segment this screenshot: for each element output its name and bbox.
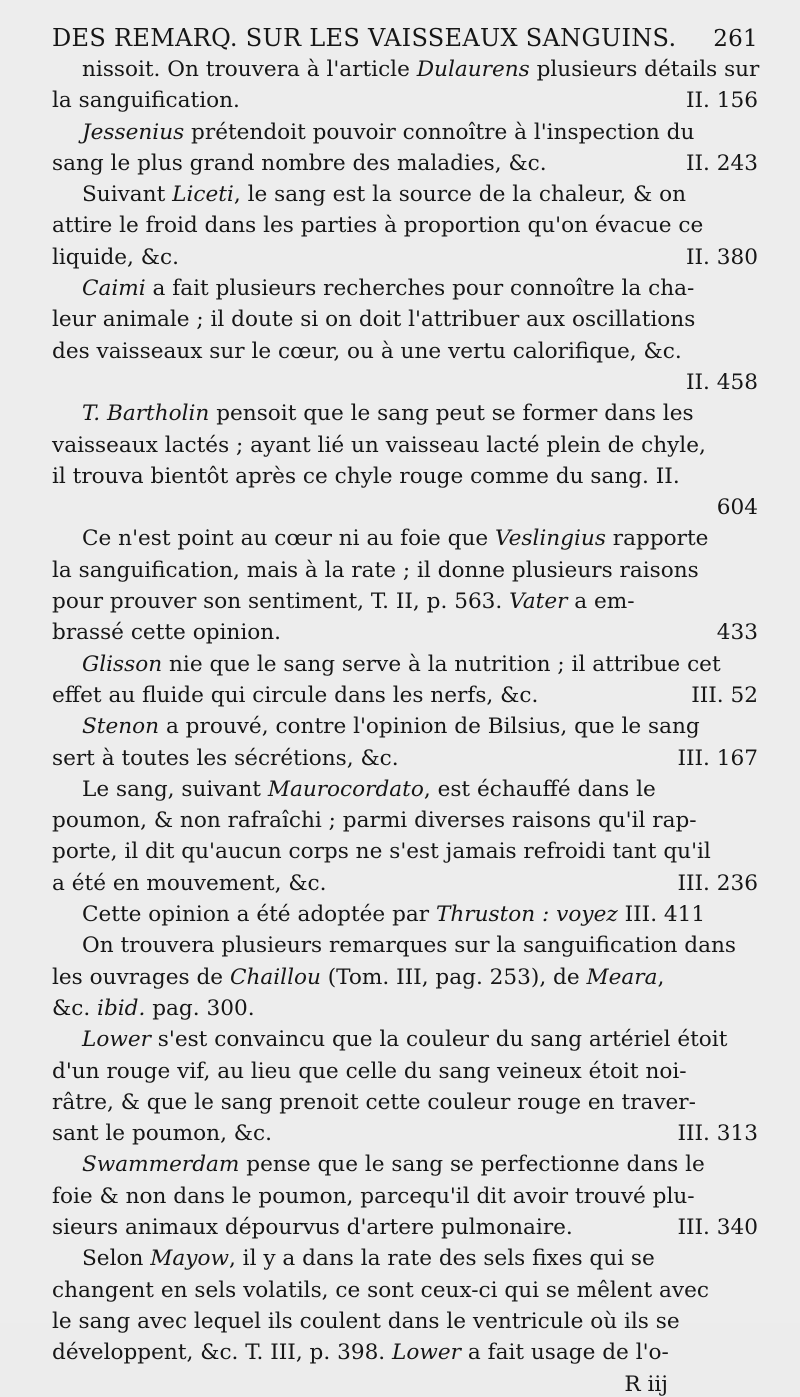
volume-reference: 433 bbox=[716, 620, 758, 646]
text-line bbox=[52, 930, 758, 961]
line-text: nissoit. On trouvera à l'article Dulaurens plusieurs détails sur bbox=[82, 57, 760, 82]
text-line bbox=[52, 1275, 758, 1306]
italic-name: Caimi bbox=[82, 276, 146, 302]
paragraph bbox=[52, 1149, 758, 1243]
paragraph bbox=[52, 711, 758, 774]
line-text: liquide, &c. bbox=[52, 244, 179, 270]
paragraph bbox=[52, 930, 758, 1024]
reference-line bbox=[52, 367, 758, 398]
paragraph bbox=[52, 649, 758, 712]
volume-reference: II. 380 bbox=[685, 244, 758, 270]
volume-reference: II. 156 bbox=[685, 88, 758, 114]
paragraph bbox=[52, 54, 758, 117]
text-line bbox=[52, 993, 758, 1024]
text-line bbox=[52, 1087, 758, 1118]
italic-name: ibid. bbox=[97, 995, 146, 1021]
italic-name: Lower bbox=[82, 1027, 151, 1053]
text-line bbox=[52, 117, 758, 148]
running-header bbox=[52, 24, 758, 52]
paragraph bbox=[52, 899, 758, 930]
text-line bbox=[52, 617, 758, 648]
line-text: a été en mouvement, &c. bbox=[52, 870, 327, 896]
volume-reference: II. 243 bbox=[685, 150, 758, 176]
paragraph bbox=[52, 523, 758, 648]
line-text: développent, &c. T. III, p. 398. Lower a fait usage de l'o- bbox=[52, 1340, 669, 1366]
line-text: d'un rouge vif, au lieu que celle du sang veineux étoit noi- bbox=[52, 1058, 687, 1084]
line-text: sert à toutes les sécrétions, &c. bbox=[52, 745, 399, 771]
line-text: Glisson nie que le sang serve à la nutrition ; il attribue cet bbox=[82, 651, 721, 677]
text-line bbox=[52, 304, 758, 335]
text-line bbox=[52, 461, 758, 492]
text-line bbox=[52, 1337, 758, 1368]
line-text: Caimi a fait plusieurs recherches pour connoître la cha- bbox=[82, 276, 695, 302]
line-text: brassé cette opinion. bbox=[52, 620, 282, 646]
text-line bbox=[52, 868, 758, 899]
italic-name: Meara bbox=[586, 964, 658, 990]
line-text: Suivant Liceti, le sang est la source de la chaleur, & on bbox=[82, 182, 687, 208]
text-line bbox=[52, 1118, 758, 1149]
line-text: attire le froid dans les parties à proportion qu'on évacue ce bbox=[52, 213, 704, 239]
text-line bbox=[52, 1212, 758, 1243]
italic-name: Maurocordato bbox=[267, 776, 424, 802]
line-text: Cette opinion a été adoptée par Thruston : voyez III. 411 bbox=[82, 902, 706, 928]
italic-name: Swammerdam bbox=[82, 1152, 240, 1178]
text-line bbox=[52, 774, 758, 805]
italic-name: Lower bbox=[392, 1340, 461, 1366]
italic-name: Veslingius bbox=[495, 526, 606, 552]
line-text: Stenon a prouvé, contre l'opinion de Bilsius, que le sang bbox=[82, 714, 700, 740]
italic-name: T. Bartholin bbox=[82, 401, 210, 427]
volume-reference: III. 340 bbox=[677, 1214, 758, 1240]
line-text: poumon, & non rafraîchi ; parmi diverses raisons qu'il rap- bbox=[52, 808, 697, 834]
italic-name: Vater bbox=[509, 589, 568, 615]
volume-reference: III. 52 bbox=[691, 682, 758, 708]
line-text: effet au fluide qui circule dans les nerfs, &c. bbox=[52, 682, 539, 708]
text-line bbox=[52, 85, 758, 116]
italic-name: Thruston : voyez bbox=[435, 902, 618, 928]
volume-reference: III. 313 bbox=[677, 1121, 758, 1147]
text-line bbox=[52, 523, 758, 554]
text-line bbox=[52, 210, 758, 241]
volume-reference: II. 458 bbox=[685, 369, 758, 395]
text-line bbox=[52, 148, 758, 179]
paragraph bbox=[52, 273, 758, 398]
text-line bbox=[52, 805, 758, 836]
reference-line bbox=[52, 492, 758, 523]
volume-reference: III. 236 bbox=[677, 870, 758, 896]
volume-reference: 604 bbox=[716, 495, 758, 521]
line-text: On trouvera plusieurs remarques sur la sanguification dans bbox=[82, 933, 736, 959]
text-line bbox=[52, 1243, 758, 1274]
paragraph bbox=[52, 117, 758, 180]
line-text: T. Bartholin pensoit que le sang peut se former dans les bbox=[82, 401, 694, 427]
text-line bbox=[52, 836, 758, 867]
volume-reference: III. 167 bbox=[677, 745, 758, 771]
text-line bbox=[52, 899, 758, 930]
line-text: Ce n'est point au cœur ni au foie que Veslingius rapporte bbox=[82, 526, 709, 552]
text-line bbox=[52, 1149, 758, 1180]
line-text: les ouvrages de Chaillou (Tom. III, pag. 253), de Meara, bbox=[52, 964, 665, 990]
text-line bbox=[52, 586, 758, 617]
paragraph bbox=[52, 1243, 758, 1368]
text-line bbox=[52, 430, 758, 461]
text-line bbox=[52, 1056, 758, 1087]
line-text: pour prouver son sentiment, T. II, p. 563. Vater a em- bbox=[52, 589, 635, 615]
body-text bbox=[52, 54, 758, 1368]
italic-name: Dulaurens bbox=[416, 57, 530, 82]
line-text: Selon Mayow, il y a dans la rate des sels fixes qui se bbox=[82, 1246, 655, 1272]
line-text: sant le poumon, &c. bbox=[52, 1121, 272, 1147]
line-text: Swammerdam pense que le sang se perfectionne dans le bbox=[82, 1152, 705, 1178]
page-number: 261 bbox=[713, 26, 758, 52]
text-line bbox=[52, 398, 758, 429]
line-text: vaisseaux lactés ; ayant lié un vaisseau lacté plein de chyle, bbox=[52, 432, 706, 458]
signature-mark: R iij bbox=[624, 1372, 668, 1397]
text-line bbox=[52, 242, 758, 273]
line-text: Lower s'est convaincu que la couleur du sang artériel étoit bbox=[82, 1027, 728, 1053]
paragraph bbox=[52, 1024, 758, 1149]
paragraph bbox=[52, 179, 758, 273]
text-line bbox=[52, 962, 758, 993]
text-line bbox=[52, 711, 758, 742]
line-text: porte, il dit qu'aucun corps ne s'est jamais refroidi tant qu'il bbox=[52, 839, 711, 865]
line-text: râtre, & que le sang prenoit cette couleur rouge en traver- bbox=[52, 1089, 696, 1115]
italic-name: Stenon bbox=[82, 714, 160, 740]
text-line bbox=[52, 179, 758, 210]
text-line bbox=[52, 54, 758, 85]
italic-name: Mayow bbox=[150, 1246, 229, 1272]
text-line bbox=[52, 336, 758, 367]
line-text: la sanguification. bbox=[52, 88, 240, 114]
line-text: Jessenius prétendoit pouvoir connoître à l'inspection du bbox=[82, 119, 695, 145]
line-text: &c. ibid. pag. 300. bbox=[52, 995, 255, 1021]
text-line bbox=[52, 555, 758, 586]
italic-name: Chaillou bbox=[229, 964, 321, 990]
line-text: leur animale ; il doute si on doit l'attribuer aux oscillations bbox=[52, 307, 696, 333]
line-text: changent en sels volatils, ce sont ceux-ci qui se mêlent avec bbox=[52, 1277, 709, 1303]
text-line bbox=[52, 273, 758, 304]
text-line bbox=[52, 680, 758, 711]
italic-name: Liceti bbox=[172, 182, 234, 208]
italic-name: Glisson bbox=[82, 651, 163, 677]
paragraph bbox=[52, 398, 758, 523]
line-text: foie & non dans le poumon, parcequ'il dit avoir trouvé plu- bbox=[52, 1183, 695, 1209]
line-text: sang le plus grand nombre des maladies, &c. bbox=[52, 150, 547, 176]
text-line bbox=[52, 1024, 758, 1055]
line-text: sieurs animaux dépourvus d'artere pulmonaire. bbox=[52, 1214, 573, 1240]
paragraph bbox=[52, 774, 758, 899]
line-text: le sang avec lequel ils coulent dans le ventricule où ils se bbox=[52, 1308, 680, 1334]
line-text: des vaisseaux sur le cœur, ou à une vertu calorifique, &c. bbox=[52, 338, 682, 364]
line-text: il trouva bientôt après ce chyle rouge comme du sang. II. bbox=[52, 463, 680, 489]
running-title: DES REMARQ. SUR LES VAISSEAUX SANGUINS. bbox=[52, 24, 677, 52]
text-line bbox=[52, 649, 758, 680]
text-line bbox=[52, 743, 758, 774]
line-text: Le sang, suivant Maurocordato, est échauffé dans le bbox=[82, 776, 656, 802]
text-line bbox=[52, 1306, 758, 1337]
italic-name: Jessenius bbox=[82, 119, 185, 145]
text-line bbox=[52, 1181, 758, 1212]
line-text: la sanguification, mais à la rate ; il donne plusieurs raisons bbox=[52, 557, 699, 583]
